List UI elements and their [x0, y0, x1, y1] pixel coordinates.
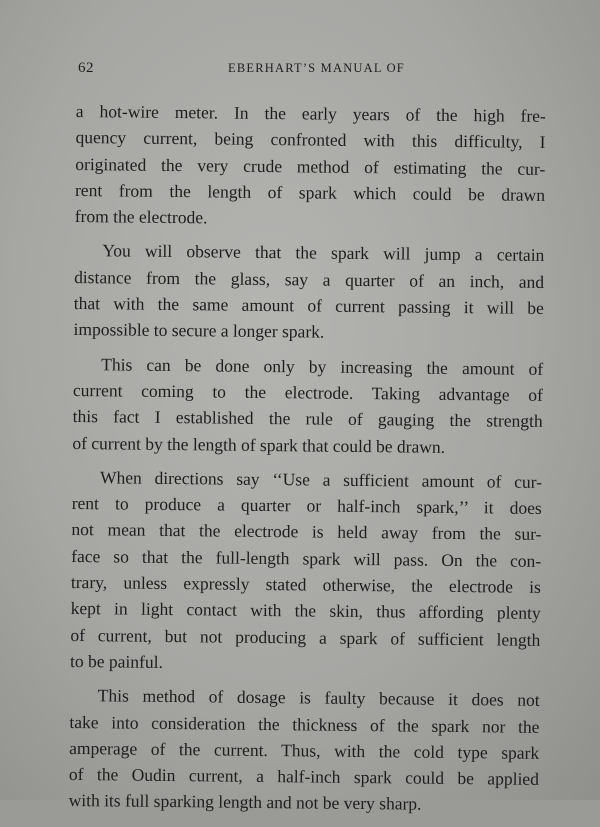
text-line: kept in light contact with the skin, thus affording plenty	[70, 598, 541, 624]
text-line: of current, but not producing a spark of sufficient length	[70, 624, 541, 650]
paragraph-5	[69, 682, 540, 818]
text-line: with its full sparking length and not be very sharp.	[68, 790, 422, 815]
text-line: When directions say ‘‘Use a sufficient amount of cur-	[99, 467, 543, 492]
page-header	[78, 60, 548, 82]
text-line: impossible to secure a longer spark.	[73, 319, 325, 342]
text-line: of the Oudin current, a half-inch spark could be applied	[68, 764, 539, 790]
text-line: current coming to the electrode. Taking advantage of	[72, 379, 544, 405]
paragraph-1	[75, 98, 546, 234]
text-line: This can be done only by increasing the amount of	[101, 353, 544, 379]
paragraph-3	[72, 351, 543, 461]
text-line: face so that the full-length spark will pass. On the con-	[71, 545, 542, 571]
text-line: trary, unless expressly stated otherwise, the electrode is	[70, 572, 542, 597]
text-line: rent from the length of spark which could be drawn	[74, 179, 546, 205]
text-line: of current by the length of spark that could be drawn.	[72, 432, 446, 457]
text-line: that with the same amount of current passing it will be	[73, 293, 544, 318]
paragraph-2	[73, 237, 544, 347]
page-number: 62	[78, 60, 94, 76]
text-line: You will observe that the spark will jump a certain	[102, 240, 545, 266]
text-line: this fact I established the rule of gauging the strength	[72, 406, 543, 432]
text-line: distance from the glass, say a quarter of an inch, and	[74, 266, 545, 292]
body-text	[68, 98, 546, 827]
text-line: amperage of the current. Thus, with the cold type spark	[69, 737, 540, 763]
running-head: EBERHART’S MANUAL OF	[228, 61, 405, 75]
text-line: not mean that the electrode is held away from the sur-	[71, 519, 542, 545]
text-line: from the electrode.	[74, 206, 208, 228]
text-line: quency current, being confronted with this difficulty, I	[75, 127, 546, 153]
text-line: to be painful.	[70, 650, 164, 672]
text-line: rent to produce a quarter or half-inch spark,’’ it does	[71, 493, 542, 519]
text-line: This method of dosage is faulty because it does not	[97, 685, 540, 711]
paragraph-4	[70, 464, 542, 679]
text-line: originated the very crude method of estimating the cur-	[75, 153, 546, 179]
text-line: take into consideration the thickness of the spark nor the	[69, 711, 540, 737]
text-line: a hot-wire meter. In the early years of the high fre-	[75, 100, 546, 126]
